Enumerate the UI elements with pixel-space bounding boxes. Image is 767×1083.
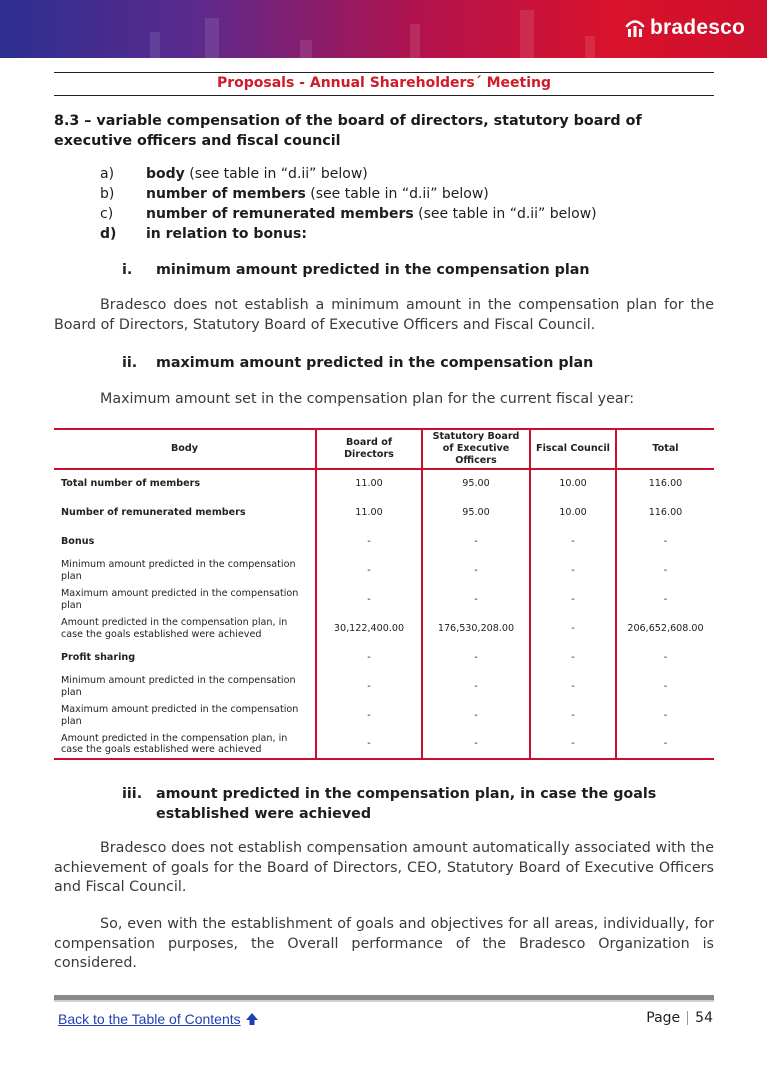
page-number <box>646 1010 713 1026</box>
table-cell: - <box>616 701 714 730</box>
table-cell: - <box>616 556 714 585</box>
table-cell: - <box>422 556 530 585</box>
header-banner <box>0 0 767 58</box>
table-row <box>54 672 714 701</box>
subheading-title: minimum amount predicted in the compensation plan <box>156 262 590 278</box>
row-label: Maximum amount predicted in the compensation plan <box>61 704 299 727</box>
list-item-bold: body <box>146 166 185 182</box>
table-cell: - <box>422 701 530 730</box>
subheading-number: iii. <box>122 786 143 802</box>
list-marker: b) <box>100 186 115 202</box>
list-item <box>100 184 714 204</box>
row-label: Amount predicted in the compensation plan, in case the goals established were achieved <box>61 732 288 755</box>
table-cell: 95.00 <box>422 498 530 527</box>
brand-name: bradesco <box>650 16 745 39</box>
paragraph-overall: So, even with the establishment of goals and objectives for all areas, individually, for compensation purposes, the Overall performance of the Bradesco Organization is considered. <box>54 916 714 971</box>
subheading-iii <box>122 784 722 824</box>
list-item-bold: in relation to bonus: <box>146 226 307 242</box>
paragraph-minimum: Bradesco does not establish a minimum amount in the compensation plan for the Board of Directors, Statutory Board of Executive Officers and Fiscal Council. <box>54 297 714 333</box>
row-label: Maximum amount predicted in the compensation plan <box>61 588 299 611</box>
list-item-text: (see table in “d.ii” below) <box>413 206 597 222</box>
table-cell: - <box>530 614 616 643</box>
arrow-up-icon <box>245 1012 259 1026</box>
list-item-text: (see table in “d.ii” below) <box>184 166 368 182</box>
subheading-title: amount predicted in the compensation plan, in case the goals established were achieved <box>156 786 657 822</box>
table-cell: - <box>616 527 714 556</box>
bradesco-logo <box>624 16 745 40</box>
table-cell: - <box>422 730 530 759</box>
table-row <box>54 527 714 556</box>
list-item-bold: number of members <box>146 186 306 202</box>
table-cell: - <box>530 672 616 701</box>
column-header: Fiscal Council <box>530 429 616 469</box>
row-label: Number of remunerated members <box>61 506 246 518</box>
list-item <box>100 224 714 244</box>
column-header: Body <box>170 443 199 454</box>
subheading-ii <box>122 353 722 373</box>
table-cell: - <box>530 527 616 556</box>
table-cell: 95.00 <box>422 469 530 498</box>
table-row <box>54 498 714 527</box>
page-number-value: 54 <box>695 1010 713 1026</box>
table-cell: 10.00 <box>530 498 616 527</box>
table-cell: - <box>616 730 714 759</box>
subheading-number: i. <box>122 262 133 278</box>
column-header: Board of Directors <box>316 429 422 469</box>
paragraph-goals: Bradesco does not establish compensation amount automatically associated with the achievement of goals for the Board of Directors, CEO, Statutory Board of Executive Officers and Fiscal Council. <box>54 840 714 895</box>
footer-rule <box>54 995 714 1000</box>
column-header: Statutory Board of Executive Officers <box>422 429 530 469</box>
table-cell: - <box>616 643 714 672</box>
bradesco-logo-icon <box>624 16 646 40</box>
criteria-list <box>100 164 714 244</box>
list-marker: d) <box>100 226 117 242</box>
table-cell: - <box>422 643 530 672</box>
subheading-number: ii. <box>122 355 138 371</box>
table-cell: - <box>422 585 530 614</box>
row-label: Total number of members <box>61 478 201 490</box>
table-cell: - <box>316 556 422 585</box>
list-item-text: (see table in “d.ii” below) <box>305 186 489 202</box>
paragraph-maximum: Maximum amount set in the compensation plan for the current fiscal year: <box>100 391 635 407</box>
compensation-table <box>54 428 714 760</box>
table-cell: - <box>530 730 616 759</box>
row-label: Minimum amount predicted in the compensation plan <box>61 559 296 582</box>
table-cell: - <box>530 701 616 730</box>
list-item <box>100 164 714 184</box>
table-cell: 11.00 <box>316 498 422 527</box>
column-header: Total <box>616 429 714 469</box>
list-marker: a) <box>100 166 115 182</box>
table-row <box>54 556 714 585</box>
row-label: Profit sharing <box>61 651 136 663</box>
back-to-contents-link[interactable] <box>58 1011 259 1027</box>
table-cell: 30,122,400.00 <box>316 614 422 643</box>
table-row <box>54 469 714 498</box>
list-item <box>100 204 714 224</box>
table-cell: - <box>316 643 422 672</box>
table-cell: 176,530,208.00 <box>422 614 530 643</box>
table-row <box>54 585 714 614</box>
table-cell: - <box>316 701 422 730</box>
table-cell: 11.00 <box>316 469 422 498</box>
table-cell: - <box>616 672 714 701</box>
table-cell: 116.00 <box>616 469 714 498</box>
back-to-contents-label: Back to the Table of Contents <box>58 1011 241 1027</box>
table-cell: - <box>616 585 714 614</box>
table-header-row <box>54 429 714 469</box>
page-label: Page <box>646 1010 681 1026</box>
table-cell: - <box>530 643 616 672</box>
row-label: Bonus <box>61 535 95 547</box>
subheading-i <box>122 260 722 280</box>
table-row <box>54 701 714 730</box>
table-cell: - <box>316 730 422 759</box>
row-label: Minimum amount predicted in the compensation plan <box>61 675 296 698</box>
header-rule-top <box>54 72 714 73</box>
table-cell: - <box>316 672 422 701</box>
table-cell: 116.00 <box>616 498 714 527</box>
header-title: Proposals - Annual Shareholders´ Meeting <box>216 75 552 91</box>
list-marker: c) <box>100 206 114 222</box>
table-cell: 10.00 <box>530 469 616 498</box>
table-cell: - <box>422 672 530 701</box>
table-cell: 206,652,608.00 <box>616 614 714 643</box>
table-cell: - <box>530 585 616 614</box>
table-cell: - <box>530 556 616 585</box>
table-cell: - <box>422 527 530 556</box>
subheading-title: maximum amount predicted in the compensation plan <box>156 355 594 371</box>
table-row <box>54 643 714 672</box>
section-title: 8.3 – variable compensation of the board of directors, statutory board of executive officers and fiscal council <box>54 113 642 149</box>
table-row <box>54 730 714 759</box>
page-separator <box>687 1011 688 1025</box>
header-rule-bottom <box>54 95 714 96</box>
list-item-bold: number of remunerated members <box>146 206 414 222</box>
row-label: Amount predicted in the compensation plan, in case the goals established were achieved <box>61 617 288 640</box>
table-cell: - <box>316 527 422 556</box>
table-row <box>54 614 714 643</box>
table-cell: - <box>316 585 422 614</box>
